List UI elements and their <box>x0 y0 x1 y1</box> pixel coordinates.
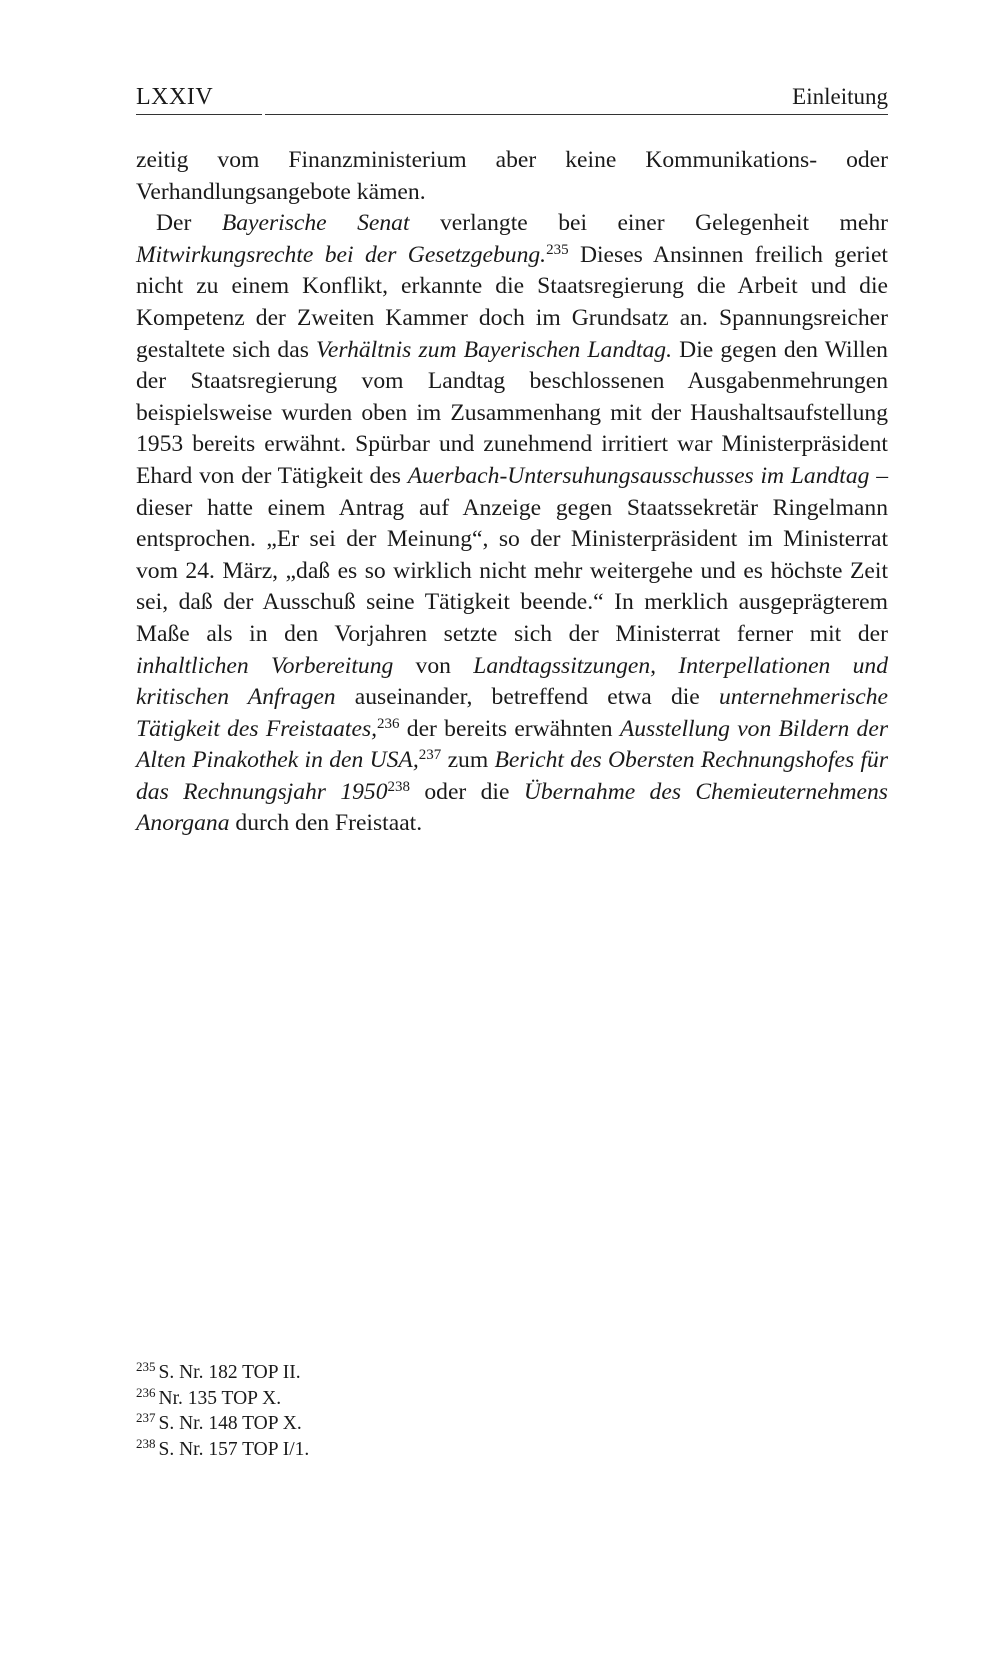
text-run: auseinander, betreffend etwa die <box>335 684 719 711</box>
paragraph-2 <box>136 208 888 840</box>
text-run: der bereits erwähnten <box>399 715 620 742</box>
paragraph-1 <box>136 145 888 208</box>
footnote-number: 235 <box>136 1359 156 1374</box>
footnote-ref[interactable]: 235 <box>546 241 569 258</box>
footnote-text: S. Nr. 182 TOP II. <box>158 1362 301 1383</box>
running-header <box>136 82 888 118</box>
footnote-237 <box>136 1411 888 1437</box>
text-run: zum <box>441 747 495 774</box>
footnote-number: 238 <box>136 1435 156 1451</box>
italic-term: Bericht des Obersten Rechnungshofes für das Rechnungsjahr 1950 <box>136 747 889 805</box>
main-text <box>136 145 888 840</box>
footnote-236 <box>136 1386 888 1412</box>
footnote-text: Nr. 135 TOP X. <box>158 1387 282 1409</box>
italic-term: Auerbach-Untersuhungsausschusses im Landtag <box>407 462 870 489</box>
italic-term: unternehmerische Tätigkeit des Freistaates, <box>136 684 888 742</box>
footnotes <box>136 1360 888 1462</box>
section-title: Einleitung <box>792 84 888 109</box>
footnote-number: 237 <box>136 1410 156 1425</box>
footnote-235 <box>136 1360 888 1386</box>
footnote-238 <box>136 1437 888 1463</box>
text-run: – dieser hatte einem Antrag auf Anzeige gegen Staatssekretär Ringelmann entsprochen. „Er sei der Meinung“, so der Ministerpräsident im Ministerrat vom 24. März, „daß es so wirklich nicht mehr weitergehe und es höchste Zeit sei, daß der Ausschuß seine Tätigkeit beende.“ In merklich ausgeprägterem Maße als in den Vorjahren setzte sich der Ministerrat ferner mit der <box>136 462 888 647</box>
text-run: verlangte bei einer Gelegenheit mehr <box>409 210 888 237</box>
page-number: LXXIV <box>136 84 214 110</box>
text-run: von <box>393 652 474 679</box>
footnote-ref[interactable]: 237 <box>418 747 442 764</box>
footnote-text: S. Nr. 157 TOP I/1. <box>158 1438 310 1460</box>
italic-term: Bayerische Senat <box>221 210 410 237</box>
header-rule-left <box>136 114 262 115</box>
italic-term: Landtagssitzungen, Interpellationen und kritischen Anfragen <box>136 652 888 711</box>
footnote-text: S. Nr. 148 TOP X. <box>158 1413 302 1434</box>
italic-term: Mitwirkungsrechte bei der Gesetzgebung. <box>136 241 547 268</box>
italic-term: Übernahme des Chemieuternehmens Anorgana <box>136 778 888 837</box>
text-run: durch den Freistaat. <box>229 810 423 837</box>
footnote-ref[interactable]: 238 <box>387 778 411 795</box>
text-run: Die gegen den Willen der Staatsregierung vom Landtag beschlossenen Ausgabenmehrungen beispielsweise wurden oben im Zusammenhang mit der Haushaltsaufstellung 1953 bereits erwähnt. Spürbar und zunehmend irritiert war Ministerpräsident Ehard von der Tätigkeit des <box>136 336 888 489</box>
footnote-number: 236 <box>136 1384 156 1400</box>
footnote-ref[interactable]: 236 <box>377 715 400 732</box>
italic-term: Ausstellung von Bildern der Alten Pinakothek in den USA, <box>136 715 888 774</box>
paragraph-1-text: zeitig vom Finanzministerium aber keine Kommunikations- oder Verhandlungsangebote kämen. <box>136 147 888 205</box>
header-rule-right <box>265 114 888 115</box>
text-run: Der <box>156 210 222 237</box>
italic-term: Verhältnis zum Bayerischen Landtag. <box>316 336 672 363</box>
italic-term: inhaltlichen Vorbereitung <box>136 652 394 679</box>
text-run: oder die <box>410 778 524 805</box>
text-run: Dieses Ansinnen freilich geriet nicht zu einem Konflikt, erkannte die Staatsregierung die Arbeit und die Kompetenz der Zweiten Kammer doch im Grundsatz an. Spannungsreicher gestaltete sich das <box>136 241 888 363</box>
